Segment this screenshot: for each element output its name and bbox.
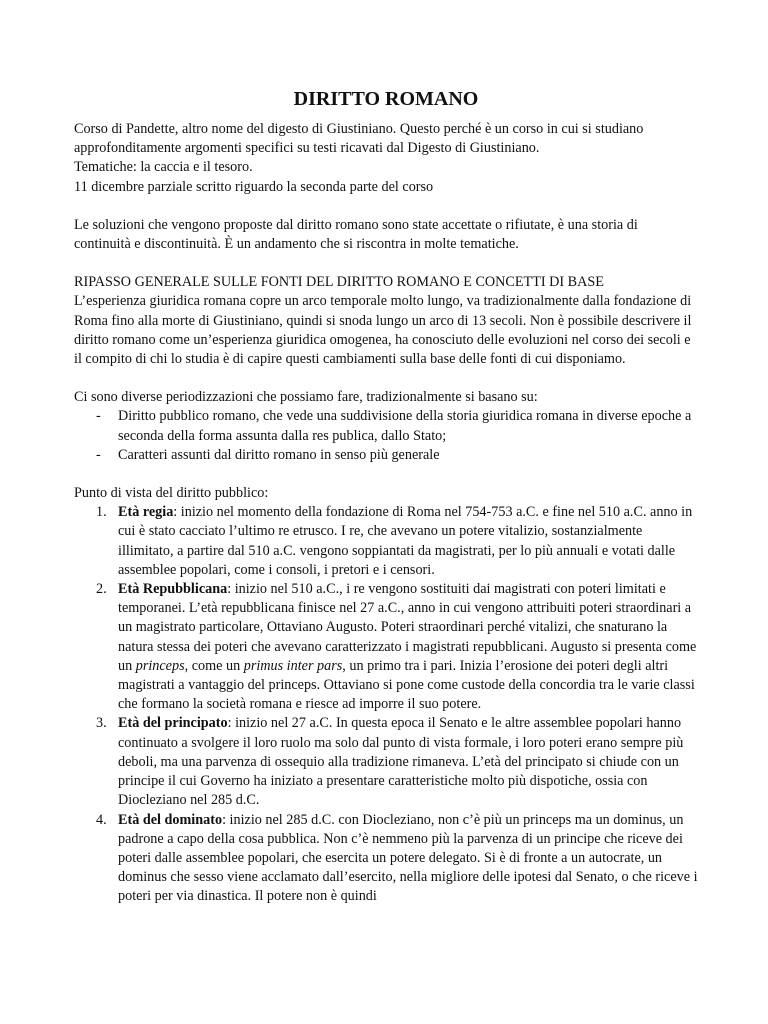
intro-line-course: Corso di Pandette, altro nome del digesto di Giustiniano. Questo perché è un corso in cui si studiano approfonditamente argomenti specifici su testi ricavati dal Digesto di Giustiniano. xyxy=(74,121,644,157)
section-heading: RIPASSO GENERALE SULLE FONTI DEL DIRITTO ROMANO E CONCETTI DI BASE xyxy=(74,274,604,291)
period-name: Età del dominato xyxy=(118,811,223,828)
period-item-repubblicana xyxy=(74,580,698,714)
period-item-principato xyxy=(74,714,698,810)
period-text: : inizio nel 510 a.C., i re vengono sostituiti dai magistrati con poteri limitati e temporanei. L’età repubblicana finisce nel 27 a.C., anno in cui vengono attribuiti poteri straordinari a un magistrato particolare, Ottaviano Augusto. Poteri straordinari perché vitalizi, che snaturano la natura stessa dei poteri che avevano caratterizzato i magistrati repubblicani. Augusto si presenta come un xyxy=(118,581,697,674)
period-text: : inizio nel 285 d.C. con Diocleziano, non c’è più un princeps ma un dominus, un padrone a capo della cosa pubblica. Non c’è nemmeno più la parvenza di un principe che riceve dei poteri dalle assemblee popolari, che esercita un potere delegato. Si è di fronte a un autocrate, un dominus che sesso viene acclamato dall’esercito, nella migliore delle ipotesi dal Senato, o che riceve i poteri per via dinastica. Il potere non è quindi xyxy=(118,811,698,905)
list-item: - Diritto pubblico romano, che vede una suddivisione della storia giuridica romana in diverse epoche a seconda della forma assunta dalla res publica, dallo Stato; xyxy=(74,407,698,445)
paragraph-solutions: Le soluzioni che vengono proposte dal diritto romano sono state accettate o rifiutate, è una storia di continuità e discontinuità. È un andamento che si riscontra in molte tematiche. xyxy=(74,216,638,253)
intro-line-exam: 11 dicembre parziale scritto riguardo la seconda parte del corso xyxy=(74,178,434,195)
paragraph-spacer xyxy=(74,254,698,273)
period-name: Età del principato xyxy=(118,715,228,732)
document-title: DIRITTO ROMANO xyxy=(293,88,479,110)
list-number: 4. xyxy=(96,811,107,828)
list-item: - Caratteri assunti dal diritto romano in senso più generale xyxy=(74,446,698,465)
section-paragraph: L’esperienza giuridica romana copre un arco temporale molto lungo, va tradizionalmente dalla fondazione di Roma fino alla morte di Giustiniano, quindi si snoda lungo un arco di 13 secoli. Non è possibile descrivere il diritto romano come un’esperienza giuridica omogenea, ha conosciuto delle evoluzioni nel corso dei secoli e il compito di chi lo studia è di capire questi cambiamenti sulla base delle fonti di cui disponiamo. xyxy=(74,293,692,368)
italic-term: princeps xyxy=(135,657,185,674)
period-text: , un primo tra i pari. Inizia l’erosione dei poteri degli altri magistrati a vantaggio del princeps. Ottaviano si pone come custode della concordia tra le varie classi che formano la società romana e riesce ad imporre il suo potere. xyxy=(118,657,695,713)
period-text: , come un xyxy=(184,657,244,674)
list-number: 3. xyxy=(96,715,107,732)
period-name: Età Repubblicana xyxy=(118,581,228,598)
document-page xyxy=(74,86,698,907)
italic-term: primus inter pars xyxy=(243,657,343,674)
period-name: Età regia xyxy=(118,504,174,521)
list-number: 1. xyxy=(96,504,107,521)
public-law-heading: Punto di vista del diritto pubblico: xyxy=(74,485,269,502)
period-item-dominato xyxy=(74,811,698,907)
period-text: : inizio nel momento della fondazione di Roma nel 754-753 a.C. e fine nel 510 a.C. anno in cui è stato cacciato l’ultimo re etrusco. I re, che avevano un potere vitalizio, sostanzialmente illimitato, a partire dal 510 a.C. vengono soppiantati da magistrati, per lo più annuali e votati dalle assemblee popolari, come i consoli, i pretori e i censori. xyxy=(118,504,693,578)
period-text: : inizio nel 27 a.C. In questa epoca il Senato e le altre assemblee popolari hanno continuato a svolgere il loro ruolo ma solo dal punto di vista formale, i loro poteri erano sempre più deboli, ma una parvenza di ossequio alla tradizione rimaneva. L’età del principato si chiude con un principe il cui Governo ha iniziato a presentare caratteristiche molto più dispotiche, ossia con Diocleziano nel 285 d.C. xyxy=(118,715,684,809)
periods-list xyxy=(74,503,698,906)
paragraph-spacer xyxy=(74,369,698,388)
intro-line-topics: Tematiche: la caccia e il tesoro. xyxy=(74,159,253,176)
periodization-intro: Ci sono diverse periodizzazioni che possiamo fare, tradizionalmente si basano su: xyxy=(74,389,538,406)
paragraph-spacer xyxy=(74,465,698,484)
periodization-list xyxy=(74,407,698,465)
period-item-regia xyxy=(74,503,698,580)
paragraph-spacer xyxy=(74,197,698,216)
list-number: 2. xyxy=(96,581,107,598)
